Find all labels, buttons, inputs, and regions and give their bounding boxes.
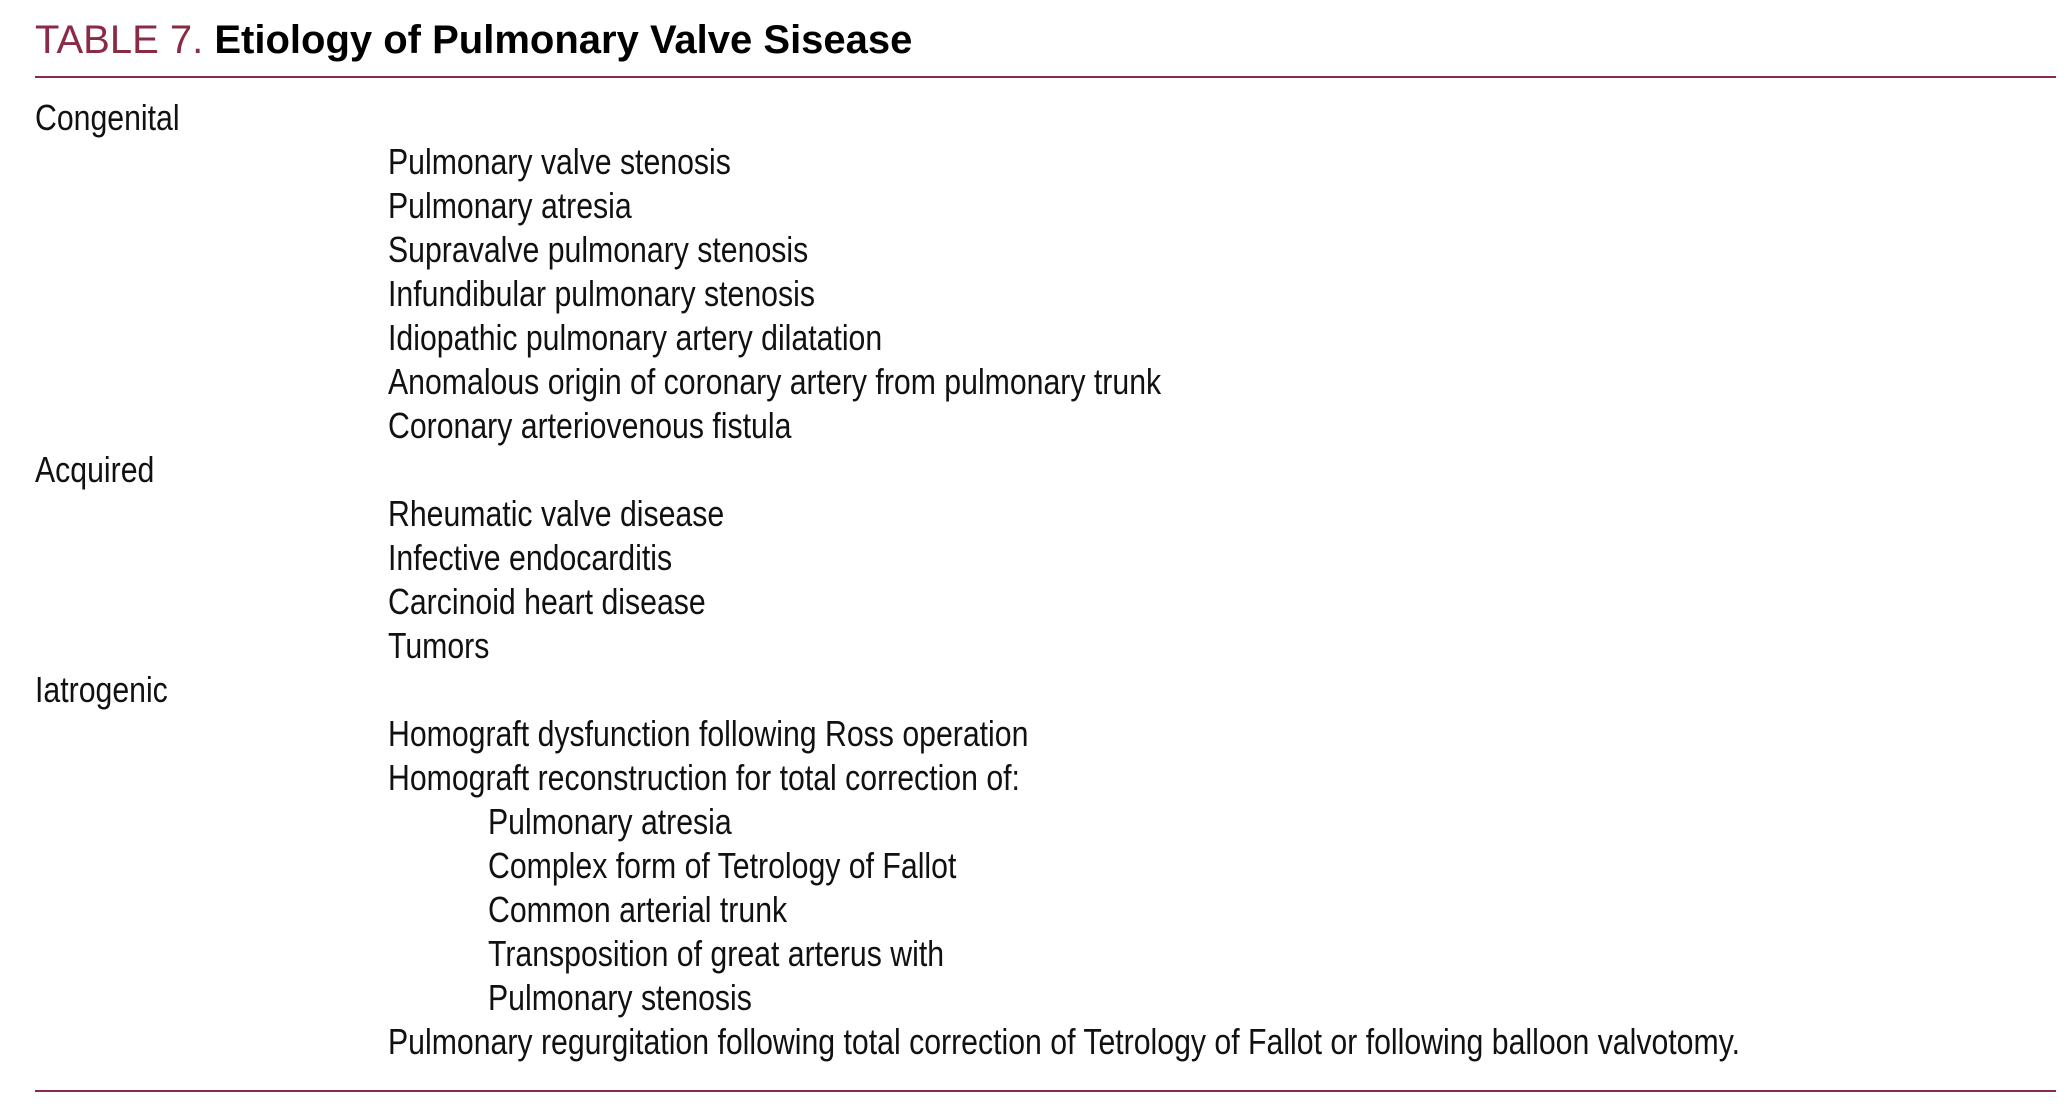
- table-row: Infective endocarditis: [388, 537, 673, 578]
- table-subrow: Pulmonary stenosis: [488, 977, 752, 1018]
- table-number: TABLE 7.: [35, 18, 204, 62]
- table-row: Homograft reconstruction for total correction of:: [388, 757, 1020, 798]
- table-row: Rheumatic valve disease: [388, 493, 725, 534]
- table-row: Supravalve pulmonary stenosis: [388, 229, 809, 270]
- table-title: [35, 14, 912, 66]
- table-row: Anomalous origin of coronary artery from pulmonary trunk: [388, 361, 1162, 402]
- bottom-rule: [35, 1090, 2056, 1092]
- table-row: Infundibular pulmonary stenosis: [388, 273, 815, 314]
- table-row: Pulmonary regurgitation following total correction of Tetrology of Fallot or following balloon valvotomy.: [388, 1021, 1740, 1062]
- table-subrow: Common arterial trunk: [488, 889, 788, 930]
- table-row: Coronary arteriovenous fistula: [388, 405, 792, 446]
- category-iatrogenic: Iatrogenic: [35, 669, 168, 710]
- table-row: Homograft dysfunction following Ross operation: [388, 713, 1029, 754]
- table-row: Pulmonary valve stenosis: [388, 141, 731, 182]
- table-heading: Etiology of Pulmonary Valve Sisease: [214, 18, 913, 62]
- category-acquired: Acquired: [35, 449, 155, 490]
- table-subrow: Transposition of great arterus with: [488, 933, 945, 974]
- table-row: Idiopathic pulmonary artery dilatation: [388, 317, 883, 358]
- category-congenital: Congenital: [35, 97, 180, 138]
- table-row: Pulmonary atresia: [388, 185, 632, 226]
- top-rule: [35, 76, 2056, 78]
- table-subrow: Pulmonary atresia: [488, 801, 732, 842]
- table-row: Carcinoid heart disease: [388, 581, 706, 622]
- table-subrow: Complex form of Tetrology of Fallot: [488, 845, 957, 886]
- table-row: Tumors: [388, 625, 490, 666]
